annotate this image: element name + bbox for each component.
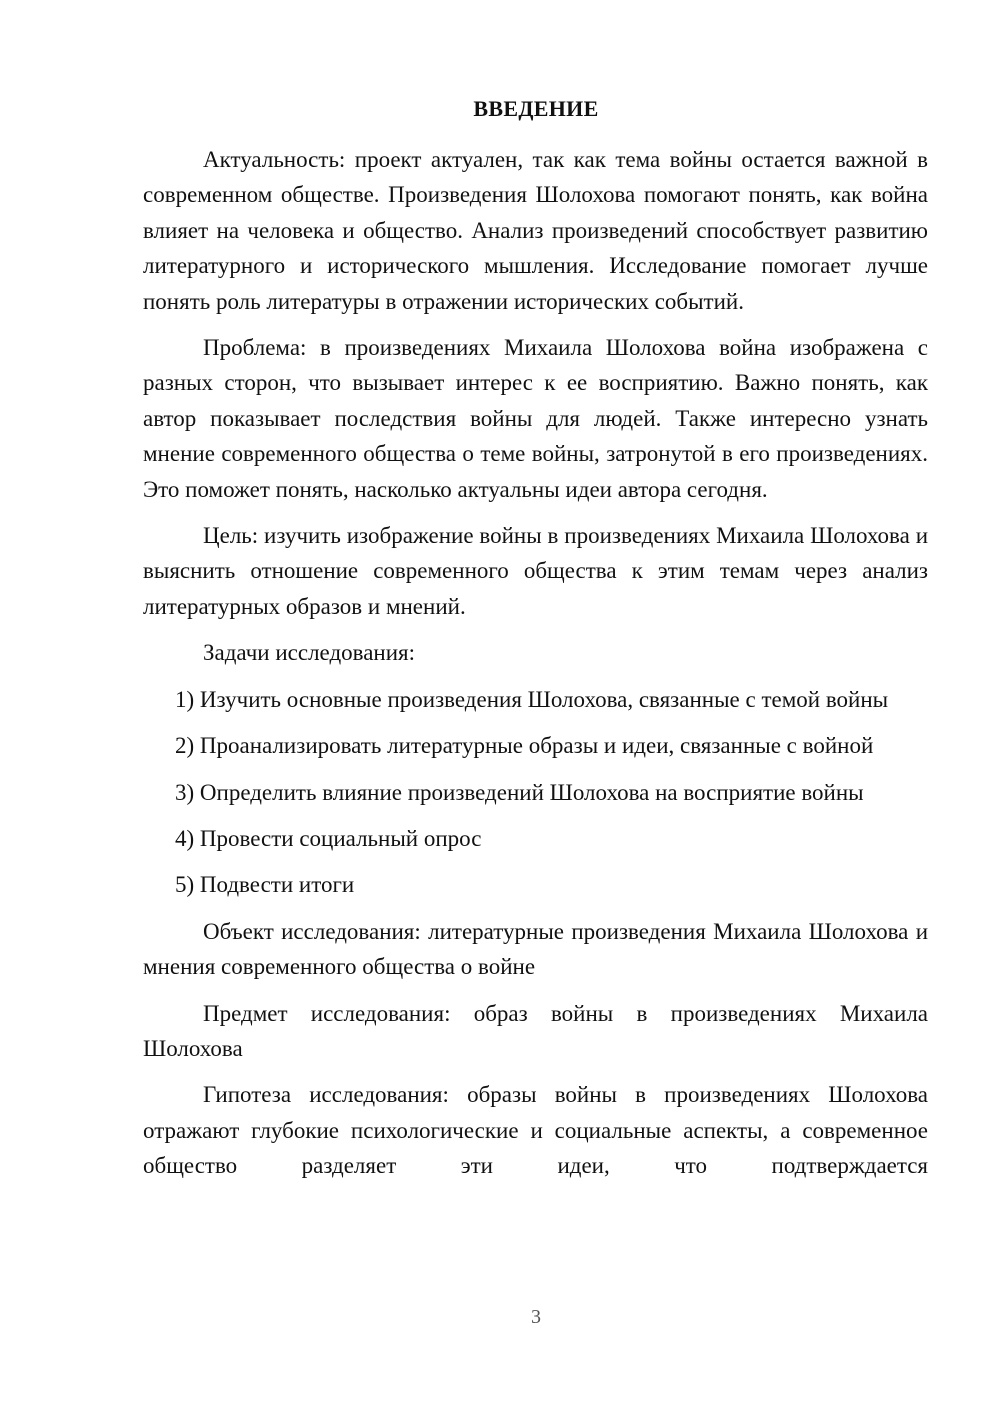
- task-item-1: 1) Изучить основные произведения Шолохова, связанные с темой войны: [175, 686, 889, 712]
- task-item-3: 3) Определить влияние произведений Шолохова на восприятие войны: [175, 779, 864, 805]
- document-body: [143, 142, 928, 1184]
- task-item-5: 5) Подвести итоги: [175, 872, 355, 898]
- paragraph-tasks-heading: Задачи исследования:: [203, 640, 416, 666]
- page-number: 3: [531, 1306, 541, 1328]
- task-item-2: 2) Проанализировать литературные образы и идеи, связанные с войной: [175, 733, 874, 759]
- paragraph-relevance: Актуальность: проект актуален, так как тема войны остается важной в современном обществе. Произведения Шолохова помогают понять, как война влияет на человека и общество. Анализ произведений способствует развитию литературного и исторического мышления. Исследование помогает лучше понять роль литературы в отражении исторических событий.: [143, 147, 928, 314]
- paragraph-object: Объект исследования: литературные произведения Михаила Шолохова и мнения современного общества о войне: [143, 918, 928, 980]
- section-heading: ВВЕДЕНИЕ: [473, 96, 599, 121]
- task-item-4: 4) Провести социальный опрос: [175, 825, 482, 851]
- paragraph-problem: Проблема: в произведениях Михаила Шолохова война изображена с разных сторон, что вызывает интерес к ее восприятию. Важно понять, как автор показывает последствия войны для людей. Также интересно узнать мнение современного общества о теме войны, затронутой в его произведениях. Это поможет понять, насколько актуальны идеи автора сегодня.: [143, 335, 928, 502]
- paragraph-hypothesis: Гипотеза исследования: образы войны в произведениях Шолохова отражают глубокие психологические и социальные аспекты, а современное общество разделяет эти идеи, что подтверждается: [143, 1082, 928, 1179]
- paragraph-goal: Цель: изучить изображение войны в произведениях Михаила Шолохова и выяснить отношение современного общества к этим темам через анализ литературных образов и мнений.: [143, 523, 928, 619]
- paragraph-subject: Предмет исследования: образ войны в произведениях Михаила Шолохова: [143, 1000, 928, 1061]
